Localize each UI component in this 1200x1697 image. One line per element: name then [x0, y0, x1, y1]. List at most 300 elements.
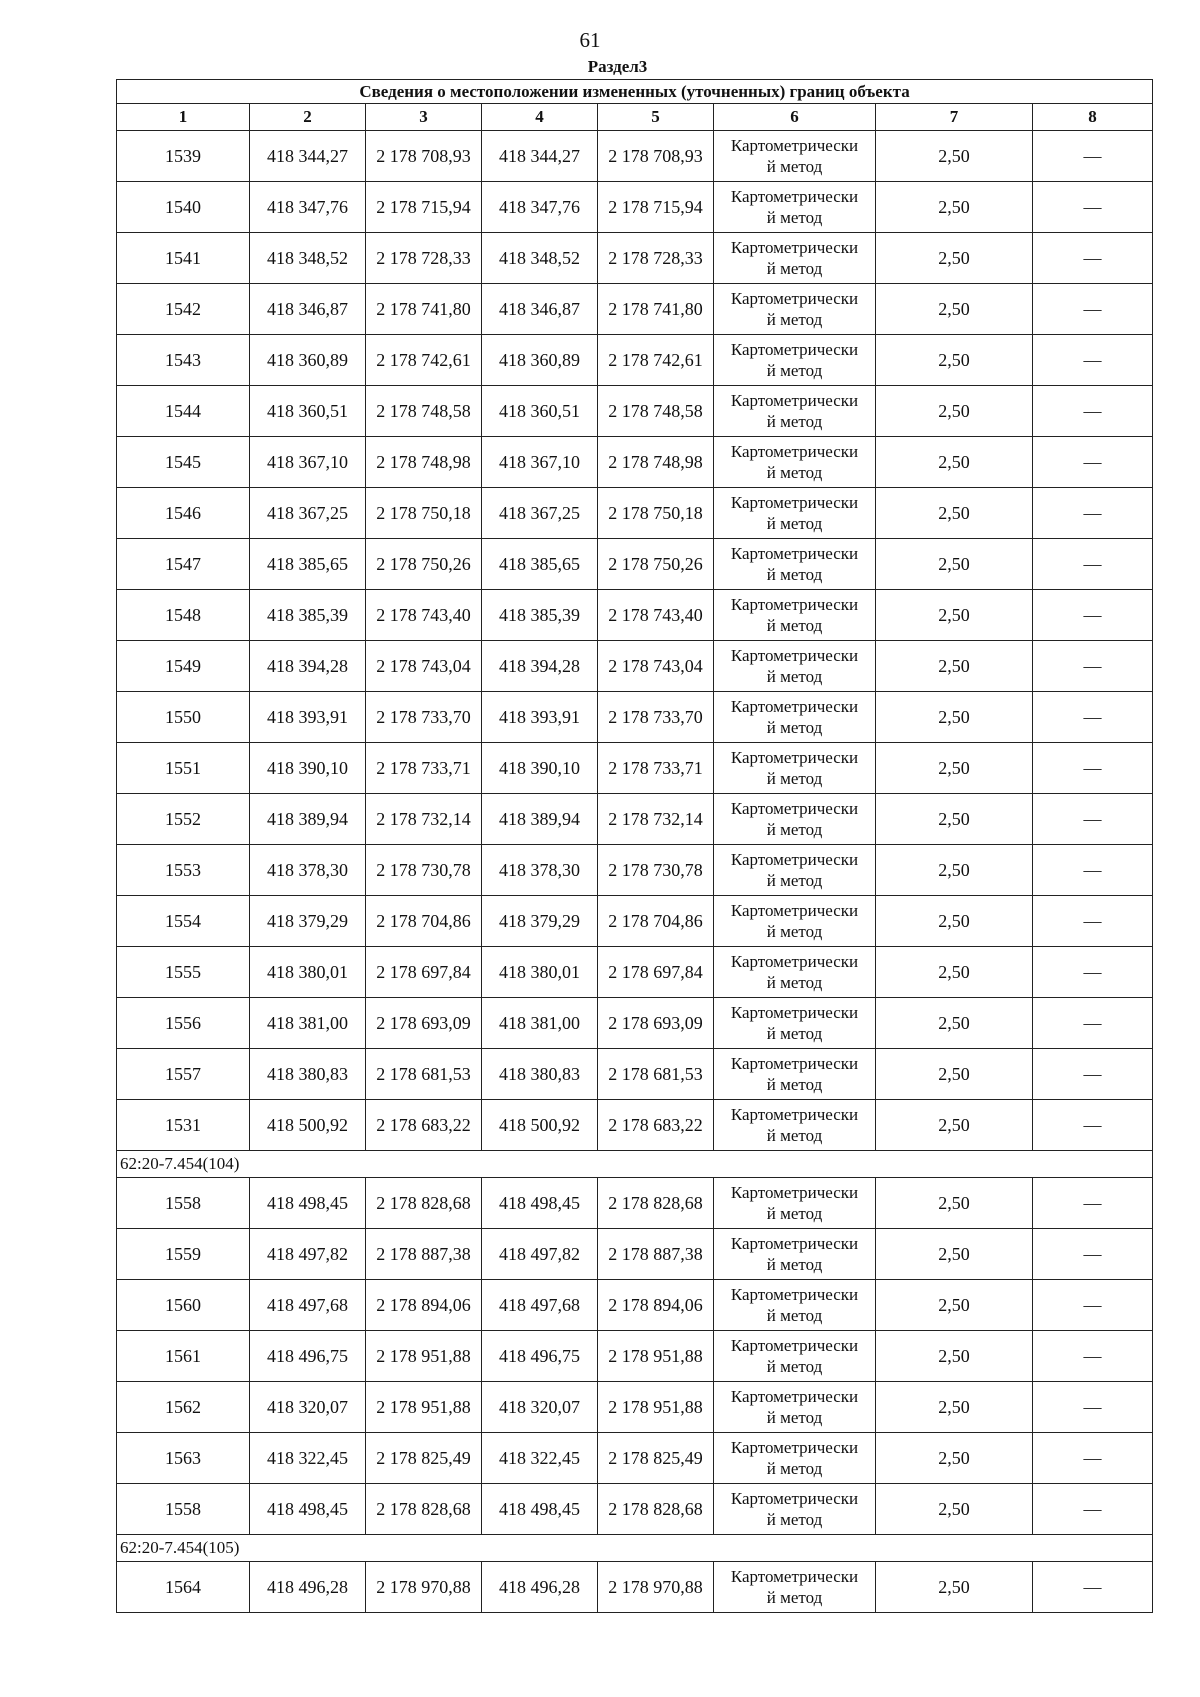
method-cell [714, 1049, 876, 1100]
table-row [117, 794, 1153, 845]
method-cell [714, 437, 876, 488]
x-new-cell: 418 394,28 [482, 641, 598, 692]
x-old-cell: 418 379,29 [250, 896, 366, 947]
method-line: й метод [766, 1459, 823, 1478]
method-cell [714, 998, 876, 1049]
y-old-cell: 2 178 728,33 [366, 233, 482, 284]
method-line: й метод [766, 616, 823, 635]
y-old-cell: 2 178 970,88 [366, 1562, 482, 1613]
description-cell: — [1033, 947, 1153, 998]
method-cell [714, 335, 876, 386]
header-cell: 5 [598, 104, 714, 131]
method-line: й метод [766, 820, 823, 839]
y-new-cell: 2 178 750,18 [598, 488, 714, 539]
y-old-cell: 2 178 708,93 [366, 131, 482, 182]
accuracy-cell: 2,50 [876, 1280, 1033, 1331]
method-line: Картометрически [730, 544, 859, 563]
method-line: й метод [766, 259, 823, 278]
y-old-cell: 2 178 733,70 [366, 692, 482, 743]
table-row [117, 284, 1153, 335]
table-row [117, 590, 1153, 641]
header-cell: 6 [714, 104, 876, 131]
point-number-cell: 1531 [117, 1100, 250, 1151]
accuracy-cell: 2,50 [876, 386, 1033, 437]
method-line: й метод [766, 565, 823, 584]
table-row [117, 386, 1153, 437]
y-new-cell: 2 178 951,88 [598, 1331, 714, 1382]
point-number-cell: 1548 [117, 590, 250, 641]
method-line: й метод [766, 1588, 823, 1607]
method-line: Картометрически [730, 493, 859, 512]
accuracy-cell: 2,50 [876, 641, 1033, 692]
header-cell: 3 [366, 104, 482, 131]
group-row [117, 1151, 1153, 1178]
description-cell: — [1033, 1562, 1153, 1613]
method-line: й метод [766, 208, 823, 227]
method-line: Картометрически [730, 1489, 859, 1508]
y-new-cell: 2 178 730,78 [598, 845, 714, 896]
x-old-cell: 418 385,65 [250, 539, 366, 590]
point-number-cell: 1551 [117, 743, 250, 794]
x-old-cell: 418 385,39 [250, 590, 366, 641]
point-number-cell: 1562 [117, 1382, 250, 1433]
y-new-cell: 2 178 743,40 [598, 590, 714, 641]
description-cell: — [1033, 233, 1153, 284]
y-old-cell: 2 178 828,68 [366, 1484, 482, 1535]
y-new-cell: 2 178 728,33 [598, 233, 714, 284]
x-new-cell: 418 498,45 [482, 1484, 598, 1535]
table-row [117, 845, 1153, 896]
x-new-cell: 418 322,45 [482, 1433, 598, 1484]
method-cell [714, 794, 876, 845]
y-new-cell: 2 178 951,88 [598, 1382, 714, 1433]
method-cell [714, 182, 876, 233]
y-old-cell: 2 178 743,04 [366, 641, 482, 692]
x-new-cell: 418 367,10 [482, 437, 598, 488]
x-new-cell: 418 393,91 [482, 692, 598, 743]
description-cell: — [1033, 1382, 1153, 1433]
x-old-cell: 418 360,51 [250, 386, 366, 437]
y-new-cell: 2 178 825,49 [598, 1433, 714, 1484]
method-line: й метод [766, 667, 823, 686]
y-new-cell: 2 178 748,58 [598, 386, 714, 437]
x-old-cell: 418 394,28 [250, 641, 366, 692]
method-line: Картометрически [730, 136, 859, 155]
y-old-cell: 2 178 681,53 [366, 1049, 482, 1100]
accuracy-cell: 2,50 [876, 131, 1033, 182]
table-row [117, 1562, 1153, 1613]
y-new-cell: 2 178 750,26 [598, 539, 714, 590]
accuracy-cell: 2,50 [876, 182, 1033, 233]
point-number-cell: 1553 [117, 845, 250, 896]
x-old-cell: 418 497,82 [250, 1229, 366, 1280]
method-line: Картометрически [730, 442, 859, 461]
accuracy-cell: 2,50 [876, 794, 1033, 845]
description-cell: — [1033, 1178, 1153, 1229]
x-new-cell: 418 346,87 [482, 284, 598, 335]
x-old-cell: 418 497,68 [250, 1280, 366, 1331]
description-cell: — [1033, 1280, 1153, 1331]
point-number-cell: 1539 [117, 131, 250, 182]
table-row [117, 1049, 1153, 1100]
method-line: й метод [766, 1306, 823, 1325]
method-cell [714, 1484, 876, 1535]
accuracy-cell: 2,50 [876, 1382, 1033, 1433]
y-old-cell: 2 178 748,98 [366, 437, 482, 488]
method-cell [714, 1229, 876, 1280]
table-row [117, 539, 1153, 590]
point-number-cell: 1550 [117, 692, 250, 743]
method-cell [714, 386, 876, 437]
method-line: й метод [766, 922, 823, 941]
table-row [117, 1484, 1153, 1535]
x-old-cell: 418 322,45 [250, 1433, 366, 1484]
y-old-cell: 2 178 697,84 [366, 947, 482, 998]
description-cell: — [1033, 1433, 1153, 1484]
x-old-cell: 418 496,75 [250, 1331, 366, 1382]
method-line: й метод [766, 514, 823, 533]
method-line: Картометрически [730, 1003, 859, 1022]
x-new-cell: 418 320,07 [482, 1382, 598, 1433]
method-line: Картометрически [730, 850, 859, 869]
point-number-cell: 1564 [117, 1562, 250, 1613]
y-new-cell: 2 178 693,09 [598, 998, 714, 1049]
y-old-cell: 2 178 750,26 [366, 539, 482, 590]
group-label: 62:20-7.454(105) [117, 1535, 1153, 1562]
x-old-cell: 418 380,83 [250, 1049, 366, 1100]
y-new-cell: 2 178 741,80 [598, 284, 714, 335]
method-cell [714, 1331, 876, 1382]
y-old-cell: 2 178 750,18 [366, 488, 482, 539]
accuracy-cell: 2,50 [876, 1331, 1033, 1382]
point-number-cell: 1561 [117, 1331, 250, 1382]
y-new-cell: 2 178 828,68 [598, 1178, 714, 1229]
point-number-cell: 1546 [117, 488, 250, 539]
method-cell [714, 488, 876, 539]
y-new-cell: 2 178 681,53 [598, 1049, 714, 1100]
point-number-cell: 1543 [117, 335, 250, 386]
x-old-cell: 418 389,94 [250, 794, 366, 845]
y-old-cell: 2 178 951,88 [366, 1382, 482, 1433]
accuracy-cell: 2,50 [876, 437, 1033, 488]
y-new-cell: 2 178 683,22 [598, 1100, 714, 1151]
table-row [117, 488, 1153, 539]
point-number-cell: 1563 [117, 1433, 250, 1484]
method-line: й метод [766, 412, 823, 431]
accuracy-cell: 2,50 [876, 1049, 1033, 1100]
header-cell: 8 [1033, 104, 1153, 131]
method-line: Картометрически [730, 1054, 859, 1073]
method-line: Картометрически [730, 1387, 859, 1406]
method-line: Картометрически [730, 1285, 859, 1304]
table-row [117, 437, 1153, 488]
description-cell: — [1033, 539, 1153, 590]
method-line: й метод [766, 1204, 823, 1223]
section-label: Раздел3 [587, 57, 648, 76]
header-cell: 7 [876, 104, 1033, 131]
accuracy-cell: 2,50 [876, 1100, 1033, 1151]
method-cell [714, 896, 876, 947]
method-cell [714, 539, 876, 590]
method-line: й метод [766, 1075, 823, 1094]
description-cell: — [1033, 131, 1153, 182]
method-cell [714, 590, 876, 641]
x-new-cell: 418 385,65 [482, 539, 598, 590]
method-line: Картометрически [730, 1567, 859, 1586]
x-old-cell: 418 393,91 [250, 692, 366, 743]
accuracy-cell: 2,50 [876, 1229, 1033, 1280]
method-line: й метод [766, 871, 823, 890]
x-old-cell: 418 346,87 [250, 284, 366, 335]
header-cell: 2 [250, 104, 366, 131]
group-row [117, 1535, 1153, 1562]
table-row [117, 641, 1153, 692]
description-cell: — [1033, 1049, 1153, 1100]
accuracy-cell: 2,50 [876, 488, 1033, 539]
point-number-cell: 1558 [117, 1178, 250, 1229]
description-cell: — [1033, 590, 1153, 641]
y-new-cell: 2 178 743,04 [598, 641, 714, 692]
accuracy-cell: 2,50 [876, 743, 1033, 794]
description-cell: — [1033, 335, 1153, 386]
x-new-cell: 418 381,00 [482, 998, 598, 1049]
y-old-cell: 2 178 741,80 [366, 284, 482, 335]
group-label: 62:20-7.454(104) [117, 1151, 1153, 1178]
table-row [117, 1331, 1153, 1382]
boundary-table [116, 79, 1153, 1613]
table-row [117, 896, 1153, 947]
x-old-cell: 418 500,92 [250, 1100, 366, 1151]
y-old-cell: 2 178 704,86 [366, 896, 482, 947]
table-row [117, 335, 1153, 386]
y-old-cell: 2 178 715,94 [366, 182, 482, 233]
x-old-cell: 418 344,27 [250, 131, 366, 182]
x-new-cell: 418 347,76 [482, 182, 598, 233]
method-cell [714, 692, 876, 743]
method-cell [714, 1433, 876, 1484]
method-cell [714, 1280, 876, 1331]
accuracy-cell: 2,50 [876, 284, 1033, 335]
method-line: й метод [766, 361, 823, 380]
x-new-cell: 418 497,82 [482, 1229, 598, 1280]
y-new-cell: 2 178 697,84 [598, 947, 714, 998]
x-new-cell: 418 390,10 [482, 743, 598, 794]
y-new-cell: 2 178 828,68 [598, 1484, 714, 1535]
y-new-cell: 2 178 708,93 [598, 131, 714, 182]
x-old-cell: 418 348,52 [250, 233, 366, 284]
header-cell: 4 [482, 104, 598, 131]
point-number-cell: 1559 [117, 1229, 250, 1280]
description-cell: — [1033, 641, 1153, 692]
x-new-cell: 418 500,92 [482, 1100, 598, 1151]
point-number-cell: 1560 [117, 1280, 250, 1331]
x-old-cell: 418 378,30 [250, 845, 366, 896]
x-new-cell: 418 378,30 [482, 845, 598, 896]
description-cell: — [1033, 998, 1153, 1049]
y-old-cell: 2 178 825,49 [366, 1433, 482, 1484]
x-new-cell: 418 344,27 [482, 131, 598, 182]
x-new-cell: 418 379,29 [482, 896, 598, 947]
point-number-cell: 1547 [117, 539, 250, 590]
method-line: Картометрически [730, 748, 859, 767]
x-old-cell: 418 367,10 [250, 437, 366, 488]
method-line: Картометрически [730, 187, 859, 206]
y-new-cell: 2 178 715,94 [598, 182, 714, 233]
method-line: Картометрически [730, 1183, 859, 1202]
method-cell [714, 1382, 876, 1433]
point-number-cell: 1545 [117, 437, 250, 488]
x-new-cell: 418 367,25 [482, 488, 598, 539]
accuracy-cell: 2,50 [876, 692, 1033, 743]
method-cell [714, 641, 876, 692]
x-new-cell: 418 380,01 [482, 947, 598, 998]
accuracy-cell: 2,50 [876, 947, 1033, 998]
point-number-cell: 1542 [117, 284, 250, 335]
x-new-cell: 418 496,75 [482, 1331, 598, 1382]
description-cell: — [1033, 1229, 1153, 1280]
y-old-cell: 2 178 887,38 [366, 1229, 482, 1280]
accuracy-cell: 2,50 [876, 998, 1033, 1049]
method-line: й метод [766, 1408, 823, 1427]
table-row [117, 1100, 1153, 1151]
y-old-cell: 2 178 730,78 [366, 845, 482, 896]
method-line: й метод [766, 1255, 823, 1274]
y-old-cell: 2 178 733,71 [366, 743, 482, 794]
point-number-cell: 1552 [117, 794, 250, 845]
description-cell: — [1033, 437, 1153, 488]
table-row [117, 743, 1153, 794]
method-cell [714, 131, 876, 182]
point-number-cell: 1558 [117, 1484, 250, 1535]
method-line: Картометрически [730, 1336, 859, 1355]
point-number-cell: 1557 [117, 1049, 250, 1100]
table-row [117, 998, 1153, 1049]
description-cell: — [1033, 182, 1153, 233]
accuracy-cell: 2,50 [876, 1433, 1033, 1484]
method-line: Картометрически [730, 340, 859, 359]
table-row [117, 1229, 1153, 1280]
method-line: Картометрически [730, 238, 859, 257]
method-cell [714, 743, 876, 794]
method-line: Картометрически [730, 1105, 859, 1124]
method-line: Картометрически [730, 391, 859, 410]
description-cell: — [1033, 284, 1153, 335]
description-cell: — [1033, 896, 1153, 947]
y-old-cell: 2 178 951,88 [366, 1331, 482, 1382]
method-line: Картометрически [730, 799, 859, 818]
x-new-cell: 418 496,28 [482, 1562, 598, 1613]
y-old-cell: 2 178 828,68 [366, 1178, 482, 1229]
method-line: Картометрически [730, 595, 859, 614]
header-cell: 1 [117, 104, 250, 131]
table-row [117, 1433, 1153, 1484]
method-cell [714, 947, 876, 998]
point-number-cell: 1540 [117, 182, 250, 233]
description-cell: — [1033, 1484, 1153, 1535]
y-old-cell: 2 178 683,22 [366, 1100, 482, 1151]
description-cell: — [1033, 794, 1153, 845]
y-new-cell: 2 178 733,71 [598, 743, 714, 794]
y-old-cell: 2 178 732,14 [366, 794, 482, 845]
y-old-cell: 2 178 748,58 [366, 386, 482, 437]
description-cell: — [1033, 743, 1153, 794]
method-cell [714, 1178, 876, 1229]
method-line: й метод [766, 973, 823, 992]
x-old-cell: 418 360,89 [250, 335, 366, 386]
method-cell [714, 284, 876, 335]
x-new-cell: 418 348,52 [482, 233, 598, 284]
method-line: й метод [766, 310, 823, 329]
x-old-cell: 418 498,45 [250, 1484, 366, 1535]
accuracy-cell: 2,50 [876, 845, 1033, 896]
x-old-cell: 418 320,07 [250, 1382, 366, 1433]
description-cell: — [1033, 386, 1153, 437]
x-old-cell: 418 347,76 [250, 182, 366, 233]
x-new-cell: 418 497,68 [482, 1280, 598, 1331]
accuracy-cell: 2,50 [876, 1562, 1033, 1613]
method-line: й метод [766, 1510, 823, 1529]
accuracy-cell: 2,50 [876, 233, 1033, 284]
description-cell: — [1033, 1331, 1153, 1382]
table-row [117, 692, 1153, 743]
y-old-cell: 2 178 693,09 [366, 998, 482, 1049]
method-cell [714, 1562, 876, 1613]
x-old-cell: 418 381,00 [250, 998, 366, 1049]
y-new-cell: 2 178 748,98 [598, 437, 714, 488]
x-old-cell: 418 380,01 [250, 947, 366, 998]
method-line: Картометрически [730, 289, 859, 308]
x-old-cell: 418 367,25 [250, 488, 366, 539]
y-new-cell: 2 178 894,06 [598, 1280, 714, 1331]
method-line: й метод [766, 769, 823, 788]
description-cell: — [1033, 488, 1153, 539]
method-line: Картометрически [730, 697, 859, 716]
accuracy-cell: 2,50 [876, 896, 1033, 947]
point-number-cell: 1555 [117, 947, 250, 998]
point-number-cell: 1556 [117, 998, 250, 1049]
method-line: Картометрически [730, 952, 859, 971]
y-new-cell: 2 178 732,14 [598, 794, 714, 845]
x-new-cell: 418 389,94 [482, 794, 598, 845]
accuracy-cell: 2,50 [876, 590, 1033, 641]
method-line: Картометрически [730, 646, 859, 665]
x-old-cell: 418 496,28 [250, 1562, 366, 1613]
description-cell: — [1033, 845, 1153, 896]
table-row [117, 233, 1153, 284]
point-number-cell: 1541 [117, 233, 250, 284]
method-line: Картометрически [730, 1234, 859, 1253]
method-cell [714, 233, 876, 284]
x-new-cell: 418 498,45 [482, 1178, 598, 1229]
header-row [117, 104, 1153, 131]
description-cell: — [1033, 1100, 1153, 1151]
point-number-cell: 1554 [117, 896, 250, 947]
y-old-cell: 2 178 743,40 [366, 590, 482, 641]
y-new-cell: 2 178 887,38 [598, 1229, 714, 1280]
page-number: 61 [579, 28, 601, 52]
table-row [117, 1280, 1153, 1331]
method-line: й метод [766, 1126, 823, 1145]
accuracy-cell: 2,50 [876, 1178, 1033, 1229]
x-old-cell: 418 390,10 [250, 743, 366, 794]
y-new-cell: 2 178 733,70 [598, 692, 714, 743]
table-row [117, 947, 1153, 998]
point-number-cell: 1549 [117, 641, 250, 692]
method-line: й метод [766, 1357, 823, 1376]
x-new-cell: 418 380,83 [482, 1049, 598, 1100]
method-line: Картометрически [730, 901, 859, 920]
table-row [117, 1382, 1153, 1433]
